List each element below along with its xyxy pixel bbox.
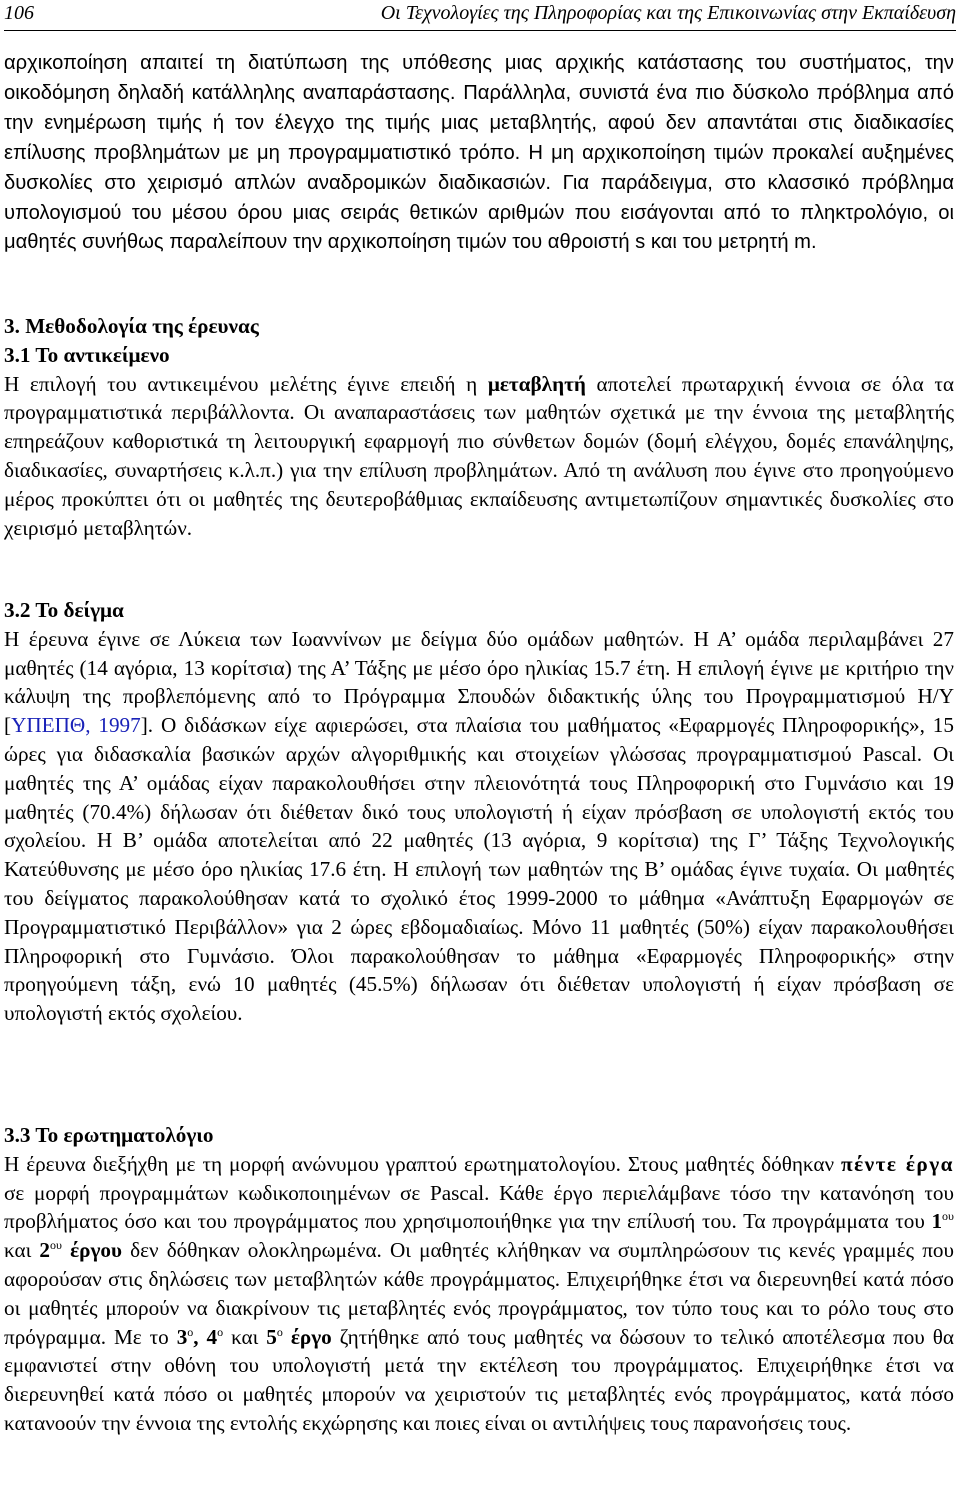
keyword-variable: μεταβλητή bbox=[487, 371, 586, 396]
intro-paragraph-block bbox=[4, 49, 954, 258]
section-3-1-heading: 3.1 Το αντικείμενο bbox=[4, 342, 170, 367]
keyword-five-tasks: πέντε έργα bbox=[841, 1151, 955, 1176]
section-3-3-paragraph: Η έρευνα διεξήχθη με τη μορφή ανώνυμου γραπτού ερωτηματολογίου. Στους μαθητές δόθηκαν πέντε έργα σε μορφή προγραμμάτων κωδικοποιημένων σε Pascal. Κάθε έργο περιελάμβανε τόσο την κατανόηση του προβλήματος όσο και του προγράμματος που χρησιμοποιήθηκε για την επίλυσή του. Τα προγράμματα του $1^{o\upsilon}$ και $2^{o\upsilon}$ έργου δεν δόθηκαν ολοκληρωμένα. Οι μαθητές κλήθηκαν να συμπληρώσουν τις κενές γραμμές που αφορούσαν στις δηλώσεις των μεταβλητών κάθε προγράμματος. Επιχειρήθηκε έτσι να διερευνηθεί κατά πόσο οι μαθητές μπορούν να διακρίνουν τις μεταβλητές ενός προγράμματος, τον τύπο τους και το ρόλο τους στο πρόγραμμα. Με το $3^o$, $4^o$ και $5^o$ έργο ζητήθηκε από τους μαθητές να δώσουν το τελικό αποτέλεσμα που θα εμφανιστεί στην οθόνη του υπολογιστή μετά την εκτέλεση του προγράμματος. Επιχειρήθηκε έτσι να διερευνηθεί κατά πόσο οι μαθητές μπορούν να χειριστούν τις μεταβλητές ενός προγράμματος, κατά πόσο κατανοούν την έννοια της εντολής εκχώρησης και ποιες είναι οι αντιλήψεις τους παρανοήσεις τους. bbox=[4, 1151, 955, 1435]
section-3-2-paragraph: Η έρευνα έγινε σε Λύκεια των Ιωαννίνων με δείγμα δύο ομάδων μαθητών. Η Α’ ομάδα περιλαμβάνει 27 μαθητές (14 αγόρια, 13 κορίτσια) της Α’ Τάξης με μέσο όρο ηλικίας 15.7 έτη. Η επιλογή έγινε με κριτήριο την κάλυψη της προβλεπόμενης από το Πρόγραμμα Σπουδών διδακτικής ύλης του Προγραμματισμού Η/Υ [ΥΠΕΠΘ, 1997]. Ο διδάσκων είχε αφιερώσει, στα πλαίσια του μαθήματος «Εφαρμογές Πληροφορικής», 15 ώρες για διδασκαλία βασικών αρχών αλγοριθμικής και στοιχείων γλώσσας προγραμματισμού Pascal. Οι μαθητές της Α’ ομάδας είχαν παρακολουθήσει στην πλειονότητά τους Πληροφορική στο Γυμνάσιο και 19 μαθητές (70.4%) δήλωσαν ότι διέθεταν δικό τους υπολογιστή ή είχαν πρόσβαση σε υπολογιστή εκτός του σχολείου. Η Β’ ομάδα αποτελείται από 22 μαθητές (13 αγόρια, 9 κορίτσια) της Γ’ Τάξης Τεχνολογικής Κατεύθυνσης με μέσο όρο ηλικίας 17.6 έτη. Η επιλογή των μαθητών της Β’ ομάδας έγινε τυχαία. Οι μαθητές του δείγματος παρακολούθησαν κατά το σχολικό έτος 1999-2000 το μάθημα «Ανάπτυξη Εφαρμογών σε Προγραμματιστικό Περιβάλλον» για 2 ώρες εβδομαδιαίως. Μόνο 11 μαθητές (50%) είχαν παρακολουθήσει Πληροφορική στο Γυμνάσιο. Όλοι παρακολούθησαν το μάθημα «Εφαρμογές Πληροφορικής» στην προηγούμενη τάξη, ενώ 10 μαθητές (45.5%) δήλωσαν ότι διέθεταν υπολογιστή ή είχαν πρόσβαση σε υπολογιστή εκτός σχολείου. bbox=[4, 626, 954, 1026]
page-number: 106 bbox=[4, 2, 34, 24]
section-3-2-block bbox=[4, 596, 954, 1028]
section-3-3-heading: 3.3 Το ερωτηματολόγιο bbox=[4, 1123, 214, 1147]
section-3-2-heading: 3.2 Το δείγμα bbox=[4, 598, 124, 622]
running-header bbox=[4, 0, 956, 31]
intro-paragraph: αρχικοποίηση απαιτεί τη διατύπωση της υπόθεσης μιας αρχικής κατάστασης του συστήματος, την οικοδόμηση δηλαδή κατάλληλης αναπαράστασης. Παράλληλα, συνιστά ένα πιο δύσκολο πρόβλημα από την ενημέρωση τιμής ή τον έλεγχο της τιμής μιας μεταβλητής, αφού δεν απαντάται στις διαδικασίες επίλυσης προβλημάτων με μη προγραμματιστικό τρόπο. Η μη αρχικοποίηση τιμών προκαλεί αυξημένες δυσκολίες στο χειρισμό απλών αναδρομικών διαδικασιών. Για παράδειγμα, στο κλασσικό πρόβλημα υπολογισμού του μέσου όρου μιας σειράς θετικών αριθμών που εισάγονται από το πληκτρολόγιο, οι μαθητές συνήθως παραλείπουν την αρχικοποίηση τιμών του αθροιστή s και του μετρητή m. bbox=[4, 52, 954, 254]
section-3-3-block bbox=[4, 1121, 954, 1438]
section-3-block bbox=[4, 312, 954, 542]
citation-link[interactable]: ΥΠΕΠΘ, 1997 bbox=[11, 713, 141, 738]
section-3-1-paragraph: Η επιλογή του αντικειμένου μελέτης έγινε επειδή η μεταβλητή αποτελεί πρωταρχική έννοια σε όλα τα προγραμματιστικά περιβάλλοντα. Οι αναπαραστάσεις των μαθητών σχετικά με την έννοια της μεταβλητής επηρεάζουν καθοριστικά τη λειτουργική εφαρμογή πιο σύνθετων δομών (δομή ελέγχου, δομές επανάληψης, διαδικασίες, συναρτήσεις κ.λ.π.) για την επίλυση προβλημάτων. Από τη ανάλυση που έγινε στο προηγούμενο μέρος προκύπτει ότι οι μαθητές της δευτεροβάθμιας εκπαίδευσης αντιμετωπίζουν σημαντικές δυσκολίες στο χειρισμό μεταβλητών. bbox=[4, 371, 954, 540]
journal-title: Οι Τεχνολογίες της Πληροφορίας και της Επικοινωνίας στην Εκπαίδευση bbox=[380, 2, 956, 24]
section-3-heading: 3. Μεθοδολογία της έρευνας bbox=[4, 314, 259, 338]
